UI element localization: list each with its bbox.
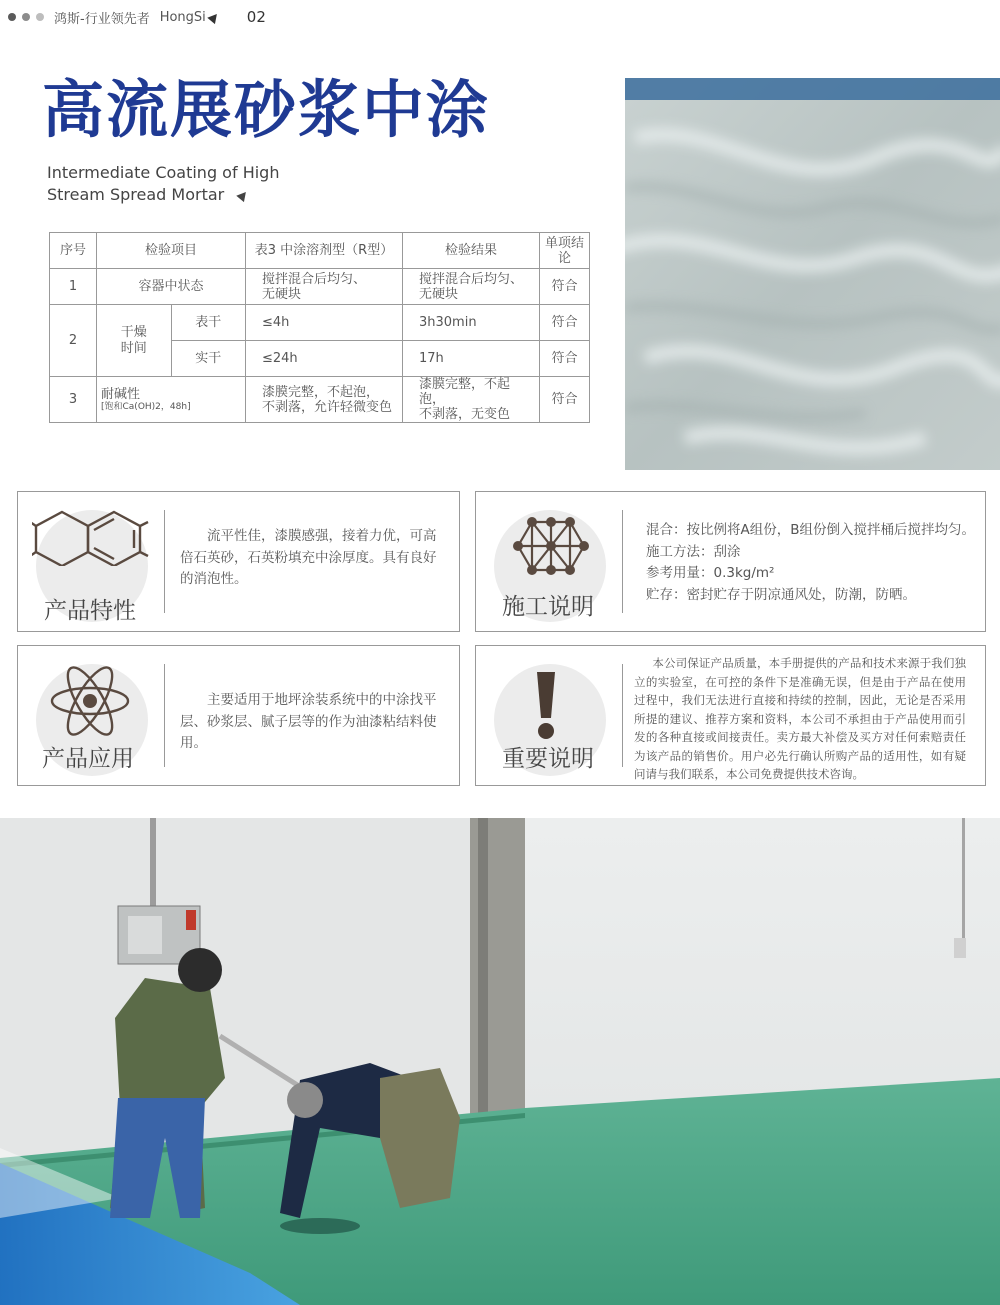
notice-text: 本公司保证产品质量，本手册提供的产品和技术来源于我们独立的实验室，在可控的条件下是准确无误，但是由于产品在使用过程中，我们无法进行直接和持续的控制，因此，无论是否采用所提的建议、推荐方案和资料，本公司不承担由于产品使用而引发的各种直接或间接责任。卖方最大补偿及买方对任何索赔责任为该产品的销售价。用户必先行确认所购产品的适用性，如有疑问请与我们联系，本公司免费提供技术咨询。 [634,656,966,781]
atom-icon [50,660,130,742]
arrow-icon [237,188,250,201]
cell-line: 不剥落，无变色 [419,407,511,422]
subtitle-line: Stream Spread Mortar [47,185,225,204]
application-photo [0,818,1000,1305]
header-dot-icon [8,13,16,21]
naphthalene-icon [32,510,150,566]
table-cell: 3 [50,377,97,423]
table-cell: 表干 [171,305,246,341]
cell-note: [饱和Ca(OH)2，48h] [101,401,191,412]
header-brand-en: HongSi [159,9,206,25]
construction-line: 贮存：密封贮存于阴凉通风处，防潮，防晒。 [646,586,916,603]
table-cell: 干燥 时间 [97,305,172,377]
lattice-icon [512,516,590,578]
table-cell: 17h [403,341,540,377]
table-cell [97,377,246,423]
cell-line: 不剥落，允许轻微变色 [262,399,393,415]
box-label: 产品特性 [44,598,136,624]
table-cell [403,269,540,305]
divider [622,664,623,767]
header-dot-icon [22,13,30,21]
box-label: 施工说明 [502,594,594,620]
spec-table [49,232,590,423]
table-cell: 1 [50,269,97,305]
table-cell: ≤24h [246,341,403,377]
header-dot-icon [36,13,44,21]
table-cell [403,377,540,423]
construction-line: 施工方法：刮涂 [646,543,741,560]
table-cell: 实干 [171,341,246,377]
cell-line: 搅拌混合后均匀、 [262,271,367,287]
page-number: 02 [246,8,266,26]
table-row [50,305,590,341]
table-cell: 3h30min [403,305,540,341]
features-text: 流平性佳，漆膜感强，接着力优，可高倍石英砂，石英粉填充中涂厚度。具有良好的消泡性。 [180,528,437,587]
notice-box [475,645,986,786]
construction-text [646,520,981,606]
table-header: 检验项目 [97,233,246,269]
features-box [17,491,460,632]
cell-line: 无硬块 [262,286,302,302]
table-cell: 符合 [540,305,590,341]
divider [622,510,623,613]
page-header [8,6,266,28]
table-header-row [50,233,590,269]
table-cell: 符合 [540,269,590,305]
floor-texture-photo [625,78,1000,470]
exclamation-icon [535,672,557,740]
table-header: 序号 [50,233,97,269]
divider [164,510,165,613]
page-subtitle [47,162,347,206]
table-header: 检验结果 [403,233,540,269]
table-cell [246,377,403,423]
construction-line: 参考用量：0.3kg/m² [646,565,775,581]
cell-line: 漆膜完整，不起泡， [419,377,511,407]
table-cell: 符合 [540,377,590,423]
arrow-icon [207,10,220,23]
divider [164,664,165,767]
table-cell: 容器中状态 [97,269,246,305]
box-label: 产品应用 [42,746,134,772]
table-row [50,269,590,305]
table-cell: 符合 [540,341,590,377]
table-header: 单项结论 [540,233,590,269]
application-text: 主要适用于地坪涂装系统中的中涂找平层、砂浆层、腻子层等的作为油漆粘结料使用。 [180,692,437,751]
table-cell [246,269,403,305]
table-cell: 2 [50,305,97,377]
cell-line: 无硬块 [419,286,459,302]
table-cell: ≤4h [246,305,403,341]
cell-line: 耐碱性 [101,386,141,402]
table-header: 表3 中涂溶剂型（R型） [246,233,403,269]
subtitle-line: Intermediate Coating of High [47,163,280,182]
cell-line: 漆膜完整，不起泡， [262,384,380,400]
page-title: 高流展砂浆中涂 [42,73,491,146]
construction-line: 混合：按比例将A组份，B组份倒入搅拌桶后搅拌均匀。 [646,522,975,538]
box-label: 重要说明 [502,746,594,772]
construction-box [475,491,986,632]
application-box [17,645,460,786]
table-row [50,377,590,423]
cell-line: 搅拌混合后均匀、 [419,271,524,287]
header-brand: 鸿斯-行业领先者 [54,11,150,27]
